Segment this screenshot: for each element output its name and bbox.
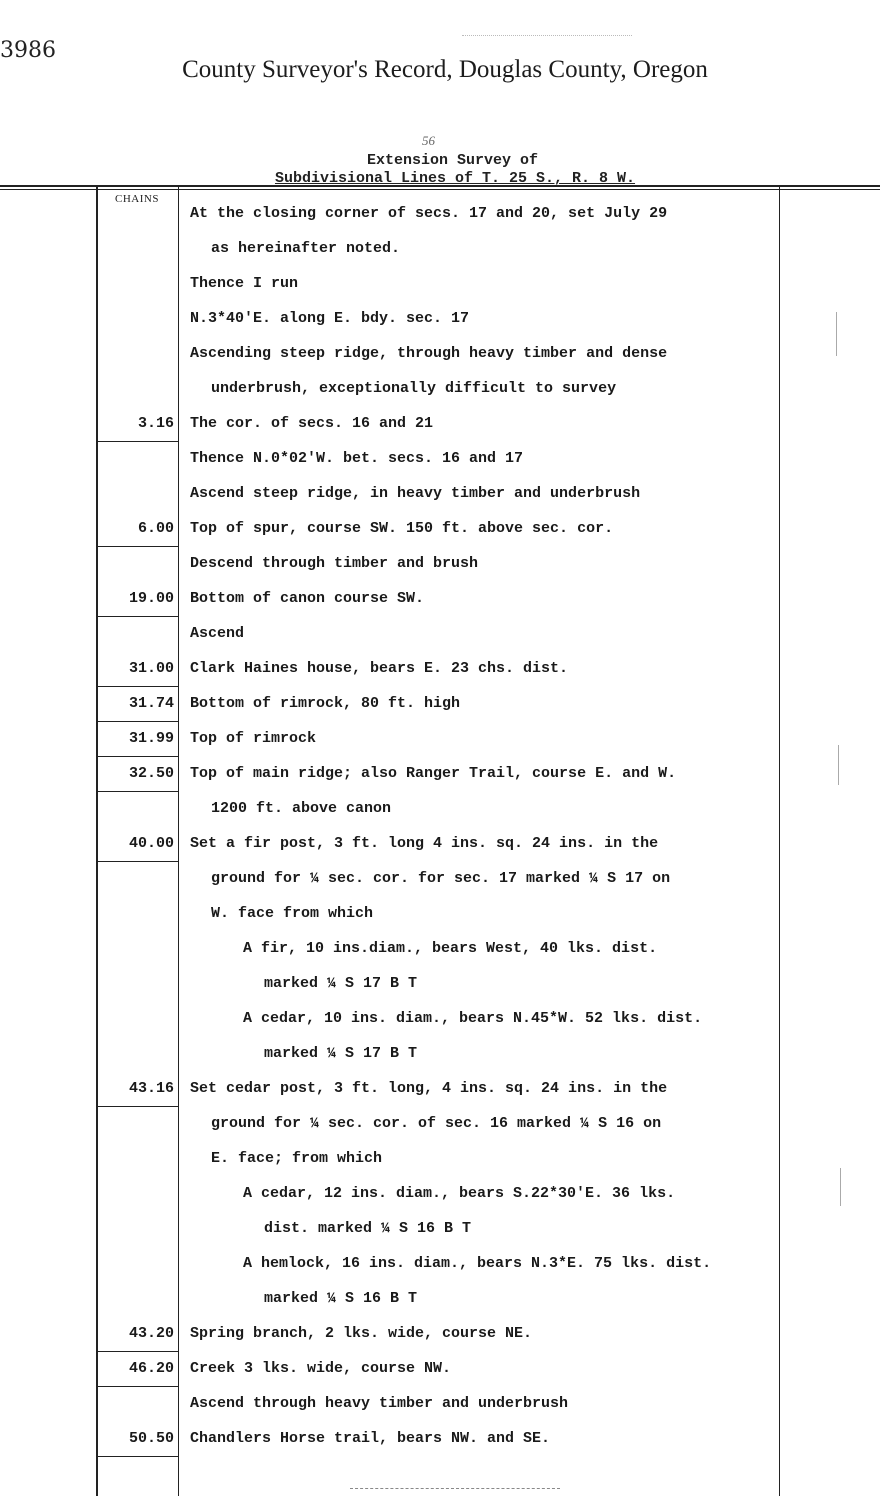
entry-text: ground for ¼ sec. cor. of sec. 16 marked ¼ S 16 on <box>211 1115 662 1132</box>
entry-text: A hemlock, 16 ins. diam., bears N.3*E. 75 lks. dist. <box>243 1255 712 1272</box>
entry-text: marked ¼ S 17 B T <box>264 975 418 992</box>
entry-text: Spring branch, 2 lks. wide, course NE. <box>190 1325 533 1342</box>
entry-row <box>0 1352 880 1387</box>
entry-row <box>0 1177 880 1212</box>
entry-row <box>0 1212 880 1247</box>
survey-entries <box>0 197 880 1457</box>
entry-text: A cedar, 12 ins. diam., bears S.22*30'E. 36 lks. <box>243 1185 676 1202</box>
entry-row <box>0 827 880 862</box>
entry-row <box>0 477 880 512</box>
entry-row <box>0 1072 880 1107</box>
entry-row <box>0 197 880 232</box>
entry-row <box>0 547 880 582</box>
entry-row <box>0 1282 880 1317</box>
entry-text: Ascending steep ridge, through heavy timber and dense <box>190 345 668 362</box>
entry-text: Ascend steep ridge, in heavy timber and underbrush <box>190 485 641 502</box>
entry-row <box>0 1002 880 1037</box>
entry-text: The cor. of secs. 16 and 21 <box>190 415 434 432</box>
margin-mark <box>836 312 837 356</box>
entry-chain-distance: 6.00 <box>137 520 174 537</box>
entry-row <box>0 512 880 547</box>
entry-text: W. face from which <box>211 905 374 922</box>
heading-rule-thin <box>0 189 880 190</box>
entry-text: At the closing corner of secs. 17 and 20, set July 29 <box>190 205 668 222</box>
entry-text: Chandlers Horse trail, bears NW. and SE. <box>190 1430 551 1447</box>
entry-text: Set cedar post, 3 ft. long, 4 ins. sq. 24 ins. in the <box>190 1080 668 1097</box>
entry-text: Bottom of rimrock, 80 ft. high <box>190 695 461 712</box>
entry-row <box>0 1142 880 1177</box>
entry-row <box>0 1037 880 1072</box>
top-dashes <box>462 35 632 36</box>
entry-text: Creek 3 lks. wide, course NW. <box>190 1360 452 1377</box>
heading-rule <box>0 185 880 187</box>
chains-column-header: CHAINS <box>115 193 159 205</box>
form-heading-line-2: Subdivisional Lines of T. 25 S., R. 8 W. <box>274 170 636 187</box>
entry-row <box>0 337 880 372</box>
entry-text: Top of rimrock <box>190 730 317 747</box>
entry-row <box>0 407 880 442</box>
entry-text: 1200 ft. above canon <box>211 800 392 817</box>
entry-row <box>0 687 880 722</box>
entry-row <box>0 442 880 477</box>
entry-text: Thence I run <box>190 275 299 292</box>
entry-chain-distance: 19.00 <box>128 590 174 607</box>
entry-row <box>0 722 880 757</box>
entry-chain-distance: 43.20 <box>128 1325 174 1342</box>
entry-row <box>0 302 880 337</box>
entry-chain-distance: 32.50 <box>128 765 174 782</box>
entry-text: Ascend <box>190 625 245 642</box>
entry-row <box>0 967 880 1002</box>
entry-chain-distance: 50.50 <box>128 1430 174 1447</box>
entry-row <box>0 897 880 932</box>
form-heading-line-1: Extension Survey of <box>366 152 539 169</box>
entry-row <box>0 617 880 652</box>
entry-text: Ascend through heavy timber and underbrush <box>190 1395 569 1412</box>
entry-text: Top of main ridge; also Ranger Trail, course E. and W. <box>190 765 677 782</box>
entry-chain-distance: 31.00 <box>128 660 174 677</box>
entry-row <box>0 232 880 267</box>
entry-text: N.3*40'E. along E. bdy. sec. 17 <box>190 310 470 327</box>
margin-mark <box>840 1168 841 1206</box>
entry-chain-distance: 31.74 <box>128 695 174 712</box>
entry-text: marked ¼ S 17 B T <box>264 1045 418 1062</box>
entry-row <box>0 1247 880 1282</box>
entry-text: A fir, 10 ins.diam., bears West, 40 lks. dist. <box>243 940 658 957</box>
chain-row-divider <box>98 1456 178 1457</box>
record-title: County Surveyor's Record, Douglas County, Oregon <box>182 56 708 83</box>
entry-text: underbrush, exceptionally difficult to survey <box>211 380 617 397</box>
entry-row <box>0 1387 880 1422</box>
entry-text: A cedar, 10 ins. diam., bears N.45*W. 52 lks. dist. <box>243 1010 703 1027</box>
entry-text: ground for ¼ sec. cor. for sec. 17 marked ¼ S 17 on <box>211 870 671 887</box>
entry-text: Top of spur, course SW. 150 ft. above sec. cor. <box>190 520 614 537</box>
entry-row <box>0 1107 880 1142</box>
entry-text: Set a fir post, 3 ft. long 4 ins. sq. 24 ins. in the <box>190 835 659 852</box>
entry-text: Bottom of canon course SW. <box>190 590 425 607</box>
entry-row <box>0 862 880 897</box>
entry-text: marked ¼ S 16 B T <box>264 1290 418 1307</box>
entry-row <box>0 1317 880 1352</box>
entry-chain-distance: 40.00 <box>128 835 174 852</box>
entry-row <box>0 652 880 687</box>
entry-text: Thence N.0*02'W. bet. secs. 16 and 17 <box>190 450 524 467</box>
entry-chain-distance: 3.16 <box>137 415 174 432</box>
entry-text: as hereinafter noted. <box>211 240 401 257</box>
page-number: 3986 <box>0 38 56 63</box>
entry-row <box>0 1422 880 1457</box>
bottom-dashes <box>350 1488 560 1489</box>
entry-row <box>0 267 880 302</box>
entry-text: Clark Haines house, bears E. 23 chs. dist. <box>190 660 569 677</box>
entry-text: Descend through timber and brush <box>190 555 479 572</box>
handwritten-page-number: 56 <box>422 133 435 148</box>
entry-chain-distance: 46.20 <box>128 1360 174 1377</box>
entry-row <box>0 582 880 617</box>
entry-chain-distance: 43.16 <box>128 1080 174 1097</box>
entry-row <box>0 792 880 827</box>
entry-text: dist. marked ¼ S 16 B T <box>264 1220 472 1237</box>
entry-chain-distance: 31.99 <box>128 730 174 747</box>
entry-row <box>0 372 880 407</box>
entry-text: E. face; from which <box>211 1150 383 1167</box>
margin-mark <box>838 745 839 785</box>
entry-row <box>0 932 880 967</box>
entry-row <box>0 757 880 792</box>
